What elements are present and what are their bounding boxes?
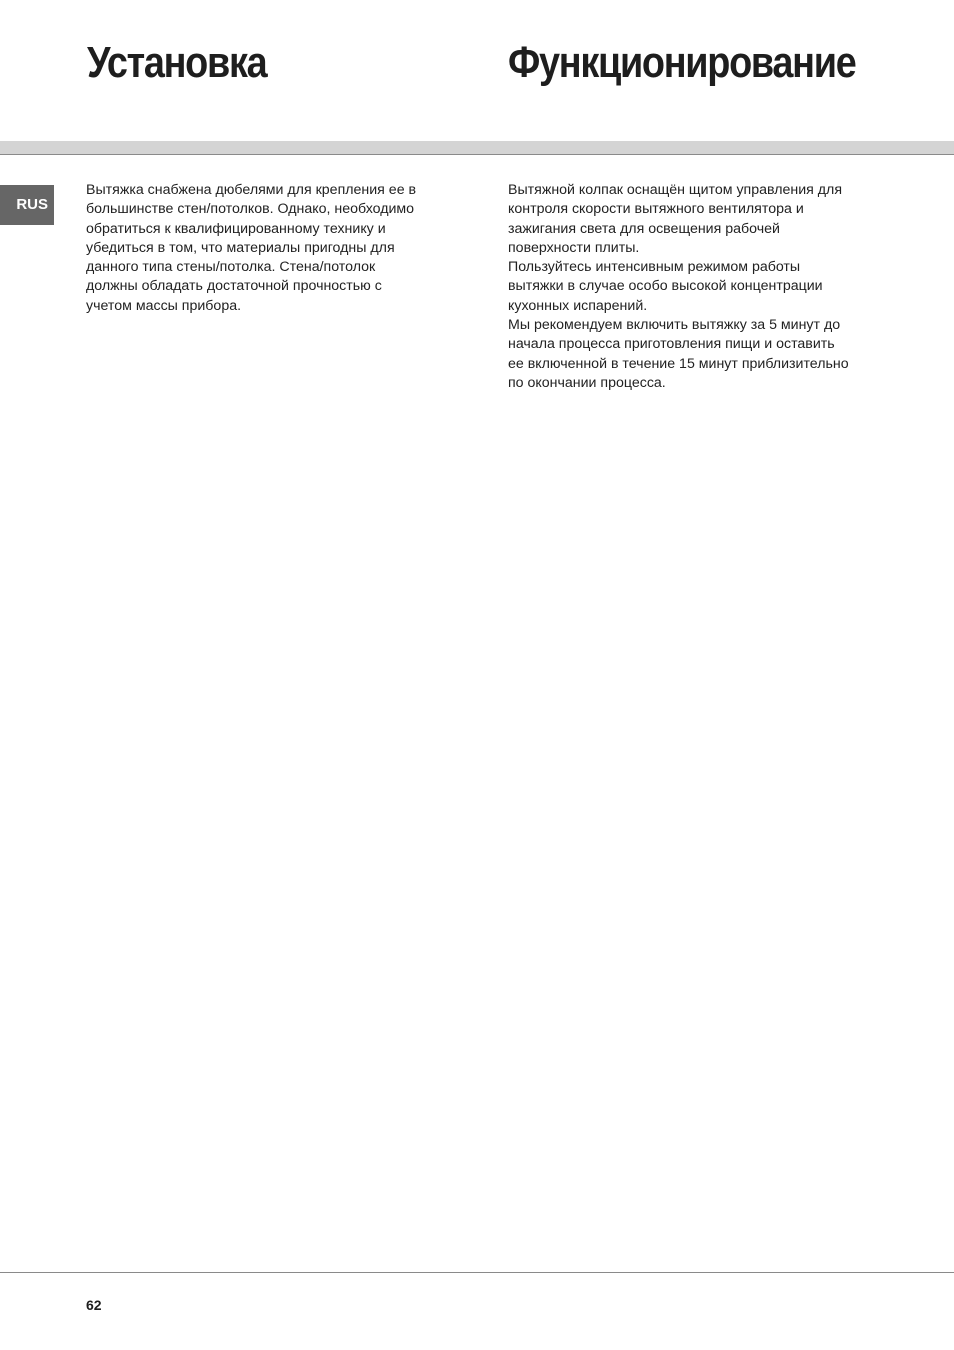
operation-line: зажигания света для освещения рабочей	[508, 220, 780, 237]
installation-line: большинстве стен/потолков. Однако, необходимо	[86, 201, 415, 218]
installation-line: должны обладать достаточной прочностью с	[86, 278, 382, 295]
installation-line: данного типа стены/потолка. Стена/потолок	[86, 259, 376, 276]
operation-line: Вытяжной колпак оснащён щитом управления для	[508, 182, 843, 198]
installation-line: обратиться к квалифицированному технику и	[86, 220, 386, 237]
operation-line: начала процесса приготовления пищи и оставить	[508, 336, 835, 353]
operation-line: вытяжки в случае особо высокой концентрации	[508, 278, 823, 295]
operation-line: Мы рекомендуем включить вытяжку за 5 минут до	[508, 317, 841, 334]
installation-line: учетом массы прибора.	[86, 297, 242, 314]
operation-line: кухонных испарений.	[508, 297, 648, 314]
installation-text	[86, 181, 458, 316]
operation-line: контроля скорости вытяжного вентилятора и	[508, 201, 804, 218]
language-tab: RUS	[0, 185, 54, 225]
installation-heading: Установка	[87, 38, 267, 87]
operation-line: ее включенной в течение 15 минут приблизительно	[508, 355, 849, 372]
operation-line: Пользуйтесь интенсивным режимом работы	[508, 259, 801, 276]
footer-divider	[0, 1272, 954, 1273]
operation-heading: Функционирование	[508, 38, 856, 87]
operation-text	[508, 181, 898, 393]
installation-line: убедиться в том, что материалы пригодны для	[86, 239, 395, 256]
page-number: 62	[86, 1297, 102, 1313]
installation-line: Вытяжка снабжена дюбелями для крепления ее в	[86, 182, 417, 198]
operation-line: по окончании процесса.	[508, 374, 666, 391]
operation-line: поверхности плиты.	[508, 239, 640, 256]
header-divider-band	[0, 141, 954, 155]
